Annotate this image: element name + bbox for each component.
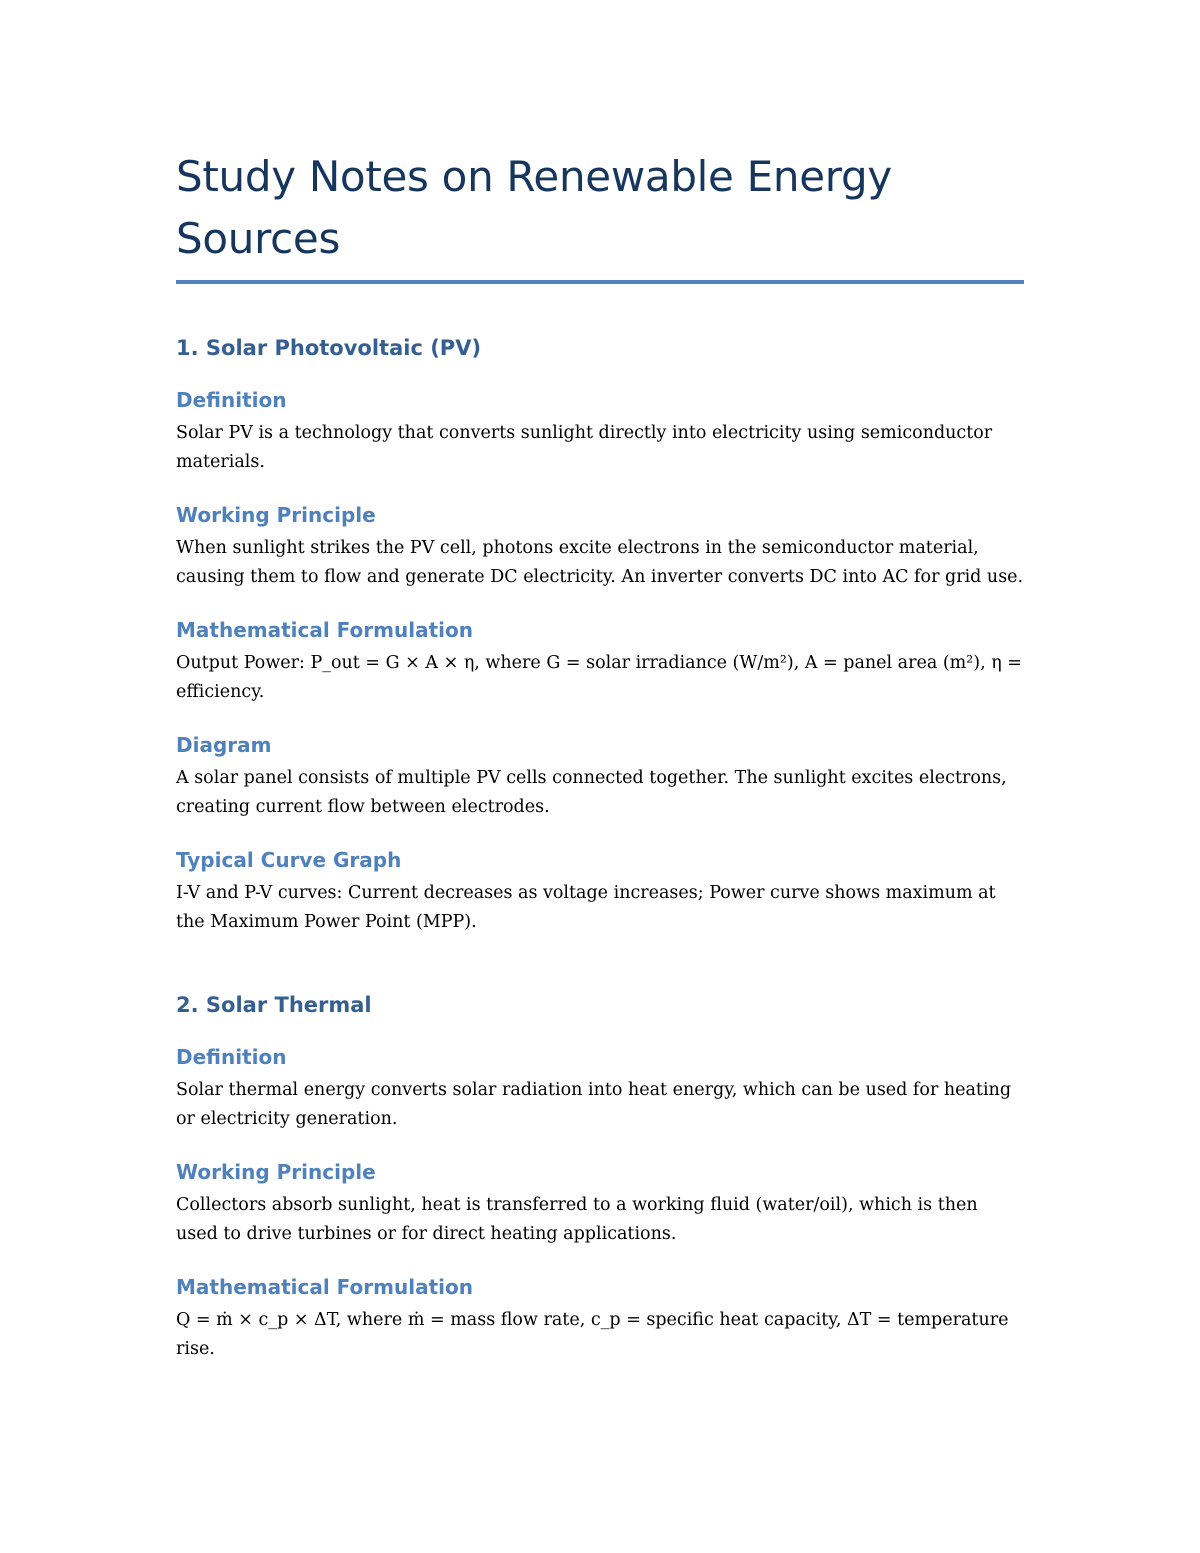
subsection-text: A solar panel consists of multiple PV cells connected together. The sunlight excites electrons, creating current flow between electrodes. bbox=[176, 768, 1007, 817]
section-heading: 1. Solar Photovoltaic (PV) bbox=[176, 336, 482, 360]
subsection-heading: Typical Curve Graph bbox=[176, 848, 402, 872]
subsection-text: Solar PV is a technology that converts sunlight directly into electricity using semiconductor materials. bbox=[176, 423, 993, 472]
subsection-text: Output Power: P_out = G × A × η, where G = solar irradiance (W/m²), A = panel area (m²), η = efficiency. bbox=[176, 653, 1022, 702]
subsection-text: When sunlight strikes the PV cell, photons excite electrons in the semiconductor material, causing them to flow and generate DC electricity. An inverter converts DC into AC for grid use. bbox=[176, 538, 1024, 587]
subsection-mathematical-formulation bbox=[176, 616, 1024, 707]
subsection-working-principle bbox=[176, 1158, 1024, 1249]
subsection-text: Collectors absorb sunlight, heat is transferred to a working fluid (water/oil), which is then used to drive turbines or for direct heating applications. bbox=[176, 1195, 978, 1244]
subsection-definition bbox=[176, 1043, 1024, 1134]
section-solar-pv bbox=[176, 334, 1024, 937]
subsection-text: I-V and P-V curves: Current decreases as voltage increases; Power curve shows maximum at the Maximum Power Point (MPP). bbox=[176, 883, 996, 932]
section-solar-thermal bbox=[176, 991, 1024, 1364]
subsection-heading: Mathematical Formulation bbox=[176, 618, 473, 642]
subsection-heading: Working Principle bbox=[176, 503, 376, 527]
subsection-typical-curve-graph bbox=[176, 846, 1024, 937]
title-underline bbox=[176, 280, 1024, 284]
subsection-diagram bbox=[176, 731, 1024, 822]
subsection-mathematical-formulation bbox=[176, 1273, 1024, 1364]
subsection-working-principle bbox=[176, 501, 1024, 592]
page-title: Study Notes on Renewable Energy Sources bbox=[176, 152, 892, 263]
subsection-heading: Mathematical Formulation bbox=[176, 1275, 473, 1299]
subsection-heading: Diagram bbox=[176, 733, 272, 757]
document-body bbox=[176, 146, 1024, 1364]
subsection-definition bbox=[176, 386, 1024, 477]
subsection-text: Q = ṁ × c_p × ΔT, where ṁ = mass flow rate, c_p = specific heat capacity, ΔT = temperature rise. bbox=[176, 1310, 1009, 1359]
subsection-heading: Working Principle bbox=[176, 1160, 376, 1184]
subsection-text: Solar thermal energy converts solar radiation into heat energy, which can be used for heating or electricity generation. bbox=[176, 1080, 1012, 1129]
subsection-heading: Definition bbox=[176, 388, 287, 412]
section-heading: 2. Solar Thermal bbox=[176, 993, 372, 1017]
subsection-heading: Definition bbox=[176, 1045, 287, 1069]
